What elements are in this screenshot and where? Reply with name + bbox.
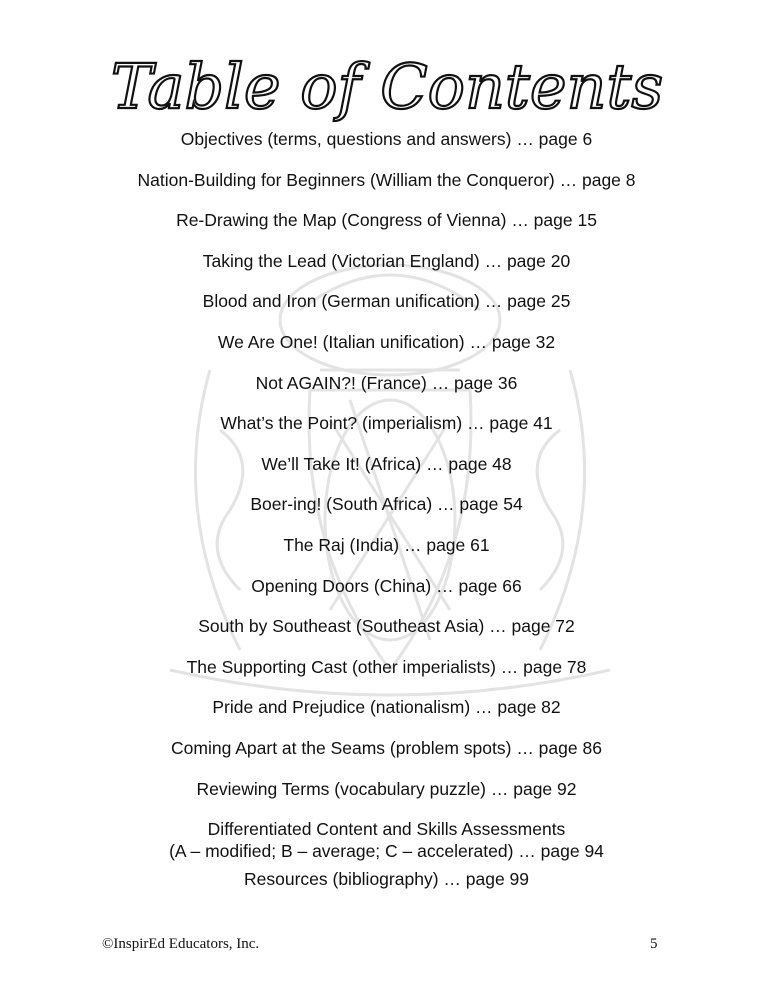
toc-entry: South by Southeast (Southeast Asia) … page 72: [198, 616, 575, 637]
table-of-contents: [0, 128, 773, 909]
toc-entry: We’ll Take It! (Africa) … page 48: [261, 453, 512, 474]
toc-entry: Boer-ing! (South Africa) … page 54: [250, 494, 523, 515]
toc-entry: Blood and Iron (German unification) … page 25: [202, 291, 571, 312]
title-text: Table of Contents: [110, 50, 663, 123]
toc-entry: Pride and Prejudice (nationalism) … page 82: [212, 697, 561, 718]
toc-entry: The Raj (India) … page 61: [283, 534, 490, 555]
toc-entry: Objectives (terms, questions and answers) … page 6: [180, 129, 593, 149]
toc-entry: What’s the Point? (imperialism) … page 41: [220, 413, 553, 434]
toc-entry: Nation-Building for Beginners (William the Conqueror) … page 8: [137, 169, 636, 190]
toc-entry: Re-Drawing the Map (Congress of Vienna) … page 15: [176, 210, 597, 231]
toc-entry: Coming Apart at the Seams (problem spots) … page 86: [171, 737, 602, 758]
copyright-notice: ©InspirEd Educators, Inc.: [102, 936, 260, 952]
page-number: 5: [650, 936, 658, 952]
toc-entry-line: Differentiated Content and Skills Assessments: [207, 819, 566, 840]
toc-entry: Opening Doors (China) … page 66: [251, 575, 522, 596]
toc-entry: Not AGAIN?! (France) … page 36: [255, 372, 518, 393]
toc-entry: The Supporting Cast (other imperialists) … page 78: [186, 656, 587, 677]
toc-entry-line: (A – modified; B – average; C – accelerated) … page 94: [169, 841, 604, 862]
toc-entry: Taking the Lead (Victorian England) … page 20: [202, 250, 571, 271]
toc-entry: We Are One! (Italian unification) … page 32: [217, 331, 556, 352]
toc-entry-assessments: [0, 818, 773, 868]
toc-entry-resources: Resources (bibliography) … page 99: [243, 869, 530, 890]
toc-entry: Reviewing Terms (vocabulary puzzle) … page 92: [196, 778, 577, 799]
page-title: [0, 46, 773, 126]
